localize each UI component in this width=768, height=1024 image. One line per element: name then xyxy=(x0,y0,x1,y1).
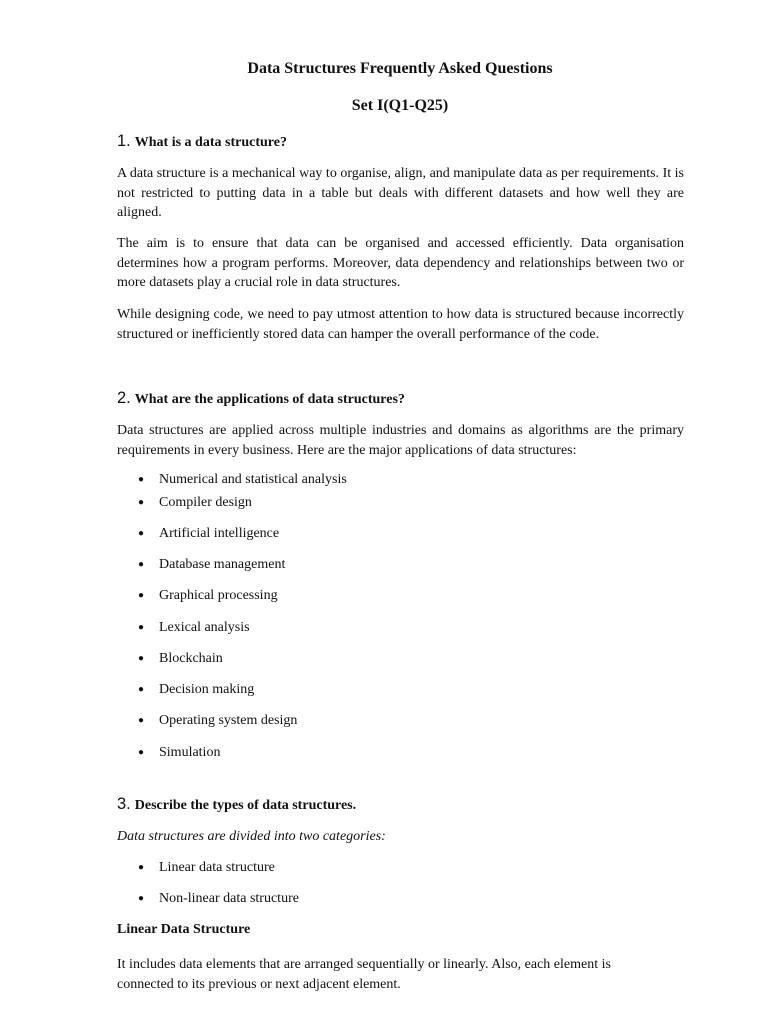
bullet-icon: ● xyxy=(138,559,145,570)
bullet-icon: ● xyxy=(138,653,145,664)
q3-paragraph: It includes data elements that are arranged sequentially or linearly. Also, each element is connected to its previous or next adjacent element. xyxy=(117,957,611,992)
question-text: What are the applications of data structures? xyxy=(134,392,405,407)
list-item: ● Graphical processing xyxy=(138,588,278,603)
question-number: 2. xyxy=(117,389,131,407)
list-item: ● Linear data structure xyxy=(138,860,275,875)
question-1-heading xyxy=(117,132,287,151)
list-item: ● Artificial intelligence xyxy=(138,526,280,541)
bullet-icon: ● xyxy=(138,893,145,904)
document-title: Data Structures Frequently Asked Questions xyxy=(247,60,553,77)
bullet-icon: ● xyxy=(138,684,145,695)
q1-paragraph-1: A data structure is a mechanical way to organise, align, and manipulate data as per requirements. It is not restricted to putting data in a table but deals with different datasets and how well they are aligned. xyxy=(117,166,684,220)
question-text: What is a data structure? xyxy=(134,135,287,150)
list-item: ● Operating system design xyxy=(138,713,298,728)
bullet-icon: ● xyxy=(138,590,145,601)
list-item: ● Decision making xyxy=(138,682,255,697)
bullet-icon: ● xyxy=(138,747,145,758)
bullet-icon: ● xyxy=(138,497,145,508)
question-number: 1. xyxy=(117,132,131,150)
q3-intro: Data structures are divided into two categories: xyxy=(117,829,386,844)
bullet-icon: ● xyxy=(138,862,145,873)
q1-paragraph-3: While designing code, we need to pay utmost attention to how data is structured because incorrectly structured or inefficiently stored data can hamper the overall performance of the code. xyxy=(117,307,684,342)
bullet-icon: ● xyxy=(138,622,145,633)
list-item: ● Compiler design xyxy=(138,495,252,510)
bullet-icon: ● xyxy=(138,528,145,539)
q1-paragraph-2: The aim is to ensure that data can be organised and accessed efficiently. Data organisation determines how a program performs. Moreover, data dependency and relationships between two or more datasets play a crucial role in data structures. xyxy=(117,236,684,290)
question-text: Describe the types of data structures. xyxy=(134,798,357,813)
bullet-icon: ● xyxy=(138,715,145,726)
list-item: ● Database management xyxy=(138,557,286,572)
q2-intro: Data structures are applied across multiple industries and domains as algorithms are the primary requirements in every business. Here are the major applications of data structures: xyxy=(117,423,684,458)
question-2-heading xyxy=(117,389,405,408)
list-item: ● Simulation xyxy=(138,745,221,760)
bullet-icon: ● xyxy=(138,474,145,485)
list-item: ● Non-linear data structure xyxy=(138,891,299,906)
list-item: ● Numerical and statistical analysis xyxy=(138,472,347,487)
list-item: ● Lexical analysis xyxy=(138,620,250,635)
question-number: 3. xyxy=(117,795,131,813)
linear-data-structure-heading: Linear Data Structure xyxy=(117,922,251,937)
list-item: ● Blockchain xyxy=(138,651,223,666)
document-subtitle: Set I(Q1-Q25) xyxy=(351,97,449,114)
question-3-heading xyxy=(117,795,356,814)
